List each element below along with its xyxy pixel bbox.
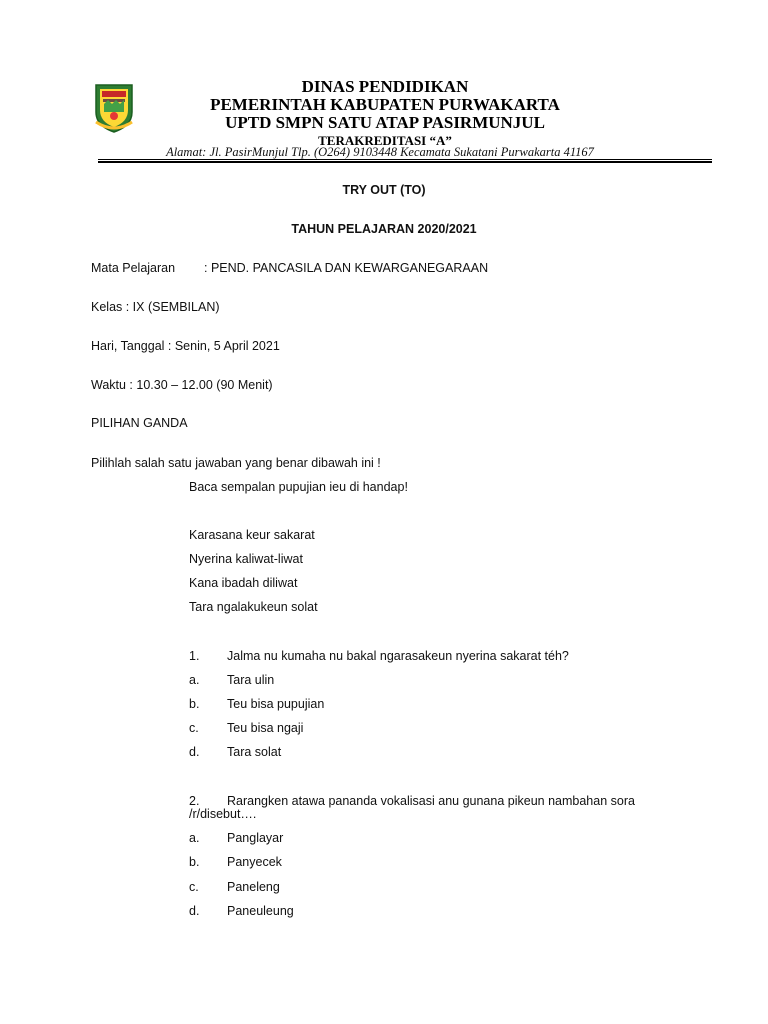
letterhead-accreditation: TERAKREDITASI “A” [318, 133, 452, 148]
letterhead-government: PEMERINTAH KABUPATEN PURWAKARTA [210, 95, 560, 114]
option-text: Teu bisa pupujian [227, 697, 325, 711]
letterhead-divider-thick [98, 161, 712, 163]
instruction: Pilihlah salah satu jawaban yang benar dibawah ini ! [91, 456, 381, 470]
exam-year: TAHUN PELAJARAN 2020/2021 [291, 222, 477, 236]
option-text: Paneleng [227, 880, 280, 894]
class-line: Kelas : IX (SEMBILAN) [91, 300, 220, 314]
option-text: Tara solat [227, 745, 282, 759]
passage-intro: Baca sempalan pupujian ieu di handap! [189, 480, 408, 494]
option-text: Paneuleung [227, 904, 294, 918]
section-heading: PILIHAN GANDA [91, 416, 188, 430]
date-line: Hari, Tanggal : Senin, 5 April 2021 [91, 339, 280, 353]
option-letter: b. [189, 855, 200, 869]
letterhead [140, 78, 630, 148]
option-text: Tara ulin [227, 673, 275, 687]
option-letter: a. [189, 831, 200, 845]
passage-line: Nyerina kaliwat-liwat [189, 552, 303, 566]
time-line: Waktu : 10.30 – 12.00 (90 Menit) [91, 378, 273, 392]
option-letter: c. [189, 880, 199, 894]
regency-crest-icon [92, 82, 136, 134]
letterhead-address: Alamat: Jl. PasirMunjul Tlp. (O264) 9103448 Kecamata Sukatani Purwakarta 41167 [166, 145, 594, 159]
question-number: 1. [189, 649, 200, 663]
option-letter: b. [189, 697, 200, 711]
question-number: 2. [189, 794, 200, 808]
option-letter: d. [189, 745, 200, 759]
option-text: Teu bisa ngaji [227, 721, 304, 735]
exam-title: TRY OUT (TO) [342, 183, 426, 197]
option-text: Panglayar [227, 831, 284, 845]
letterhead-agency: DINAS PENDIDIKAN [301, 77, 469, 96]
letterhead-divider-thin [98, 159, 712, 160]
question-text: Jalma nu kumaha nu bakal ngarasakeun nyerina sakarat téh? [227, 649, 569, 663]
letterhead-school: UPTD SMPN SATU ATAP PASIRMUNJUL [225, 113, 545, 132]
subject-label: Mata Pelajaran [91, 261, 176, 275]
option-text: Panyecek [227, 855, 282, 869]
passage-line: Karasana keur sakarat [189, 528, 315, 542]
subject-value: : PEND. PANCASILA DAN KEWARGANEGARAAN [204, 261, 489, 275]
passage-line: Tara ngalakukeun solat [189, 600, 318, 614]
option-letter: c. [189, 721, 199, 735]
option-letter: a. [189, 673, 200, 687]
passage-line: Kana ibadah diliwat [189, 576, 298, 590]
option-letter: d. [189, 904, 200, 918]
question-text: Rarangken atawa pananda vokalisasi anu gunana pikeun nambahan sora /r/disebut…. [189, 794, 635, 821]
